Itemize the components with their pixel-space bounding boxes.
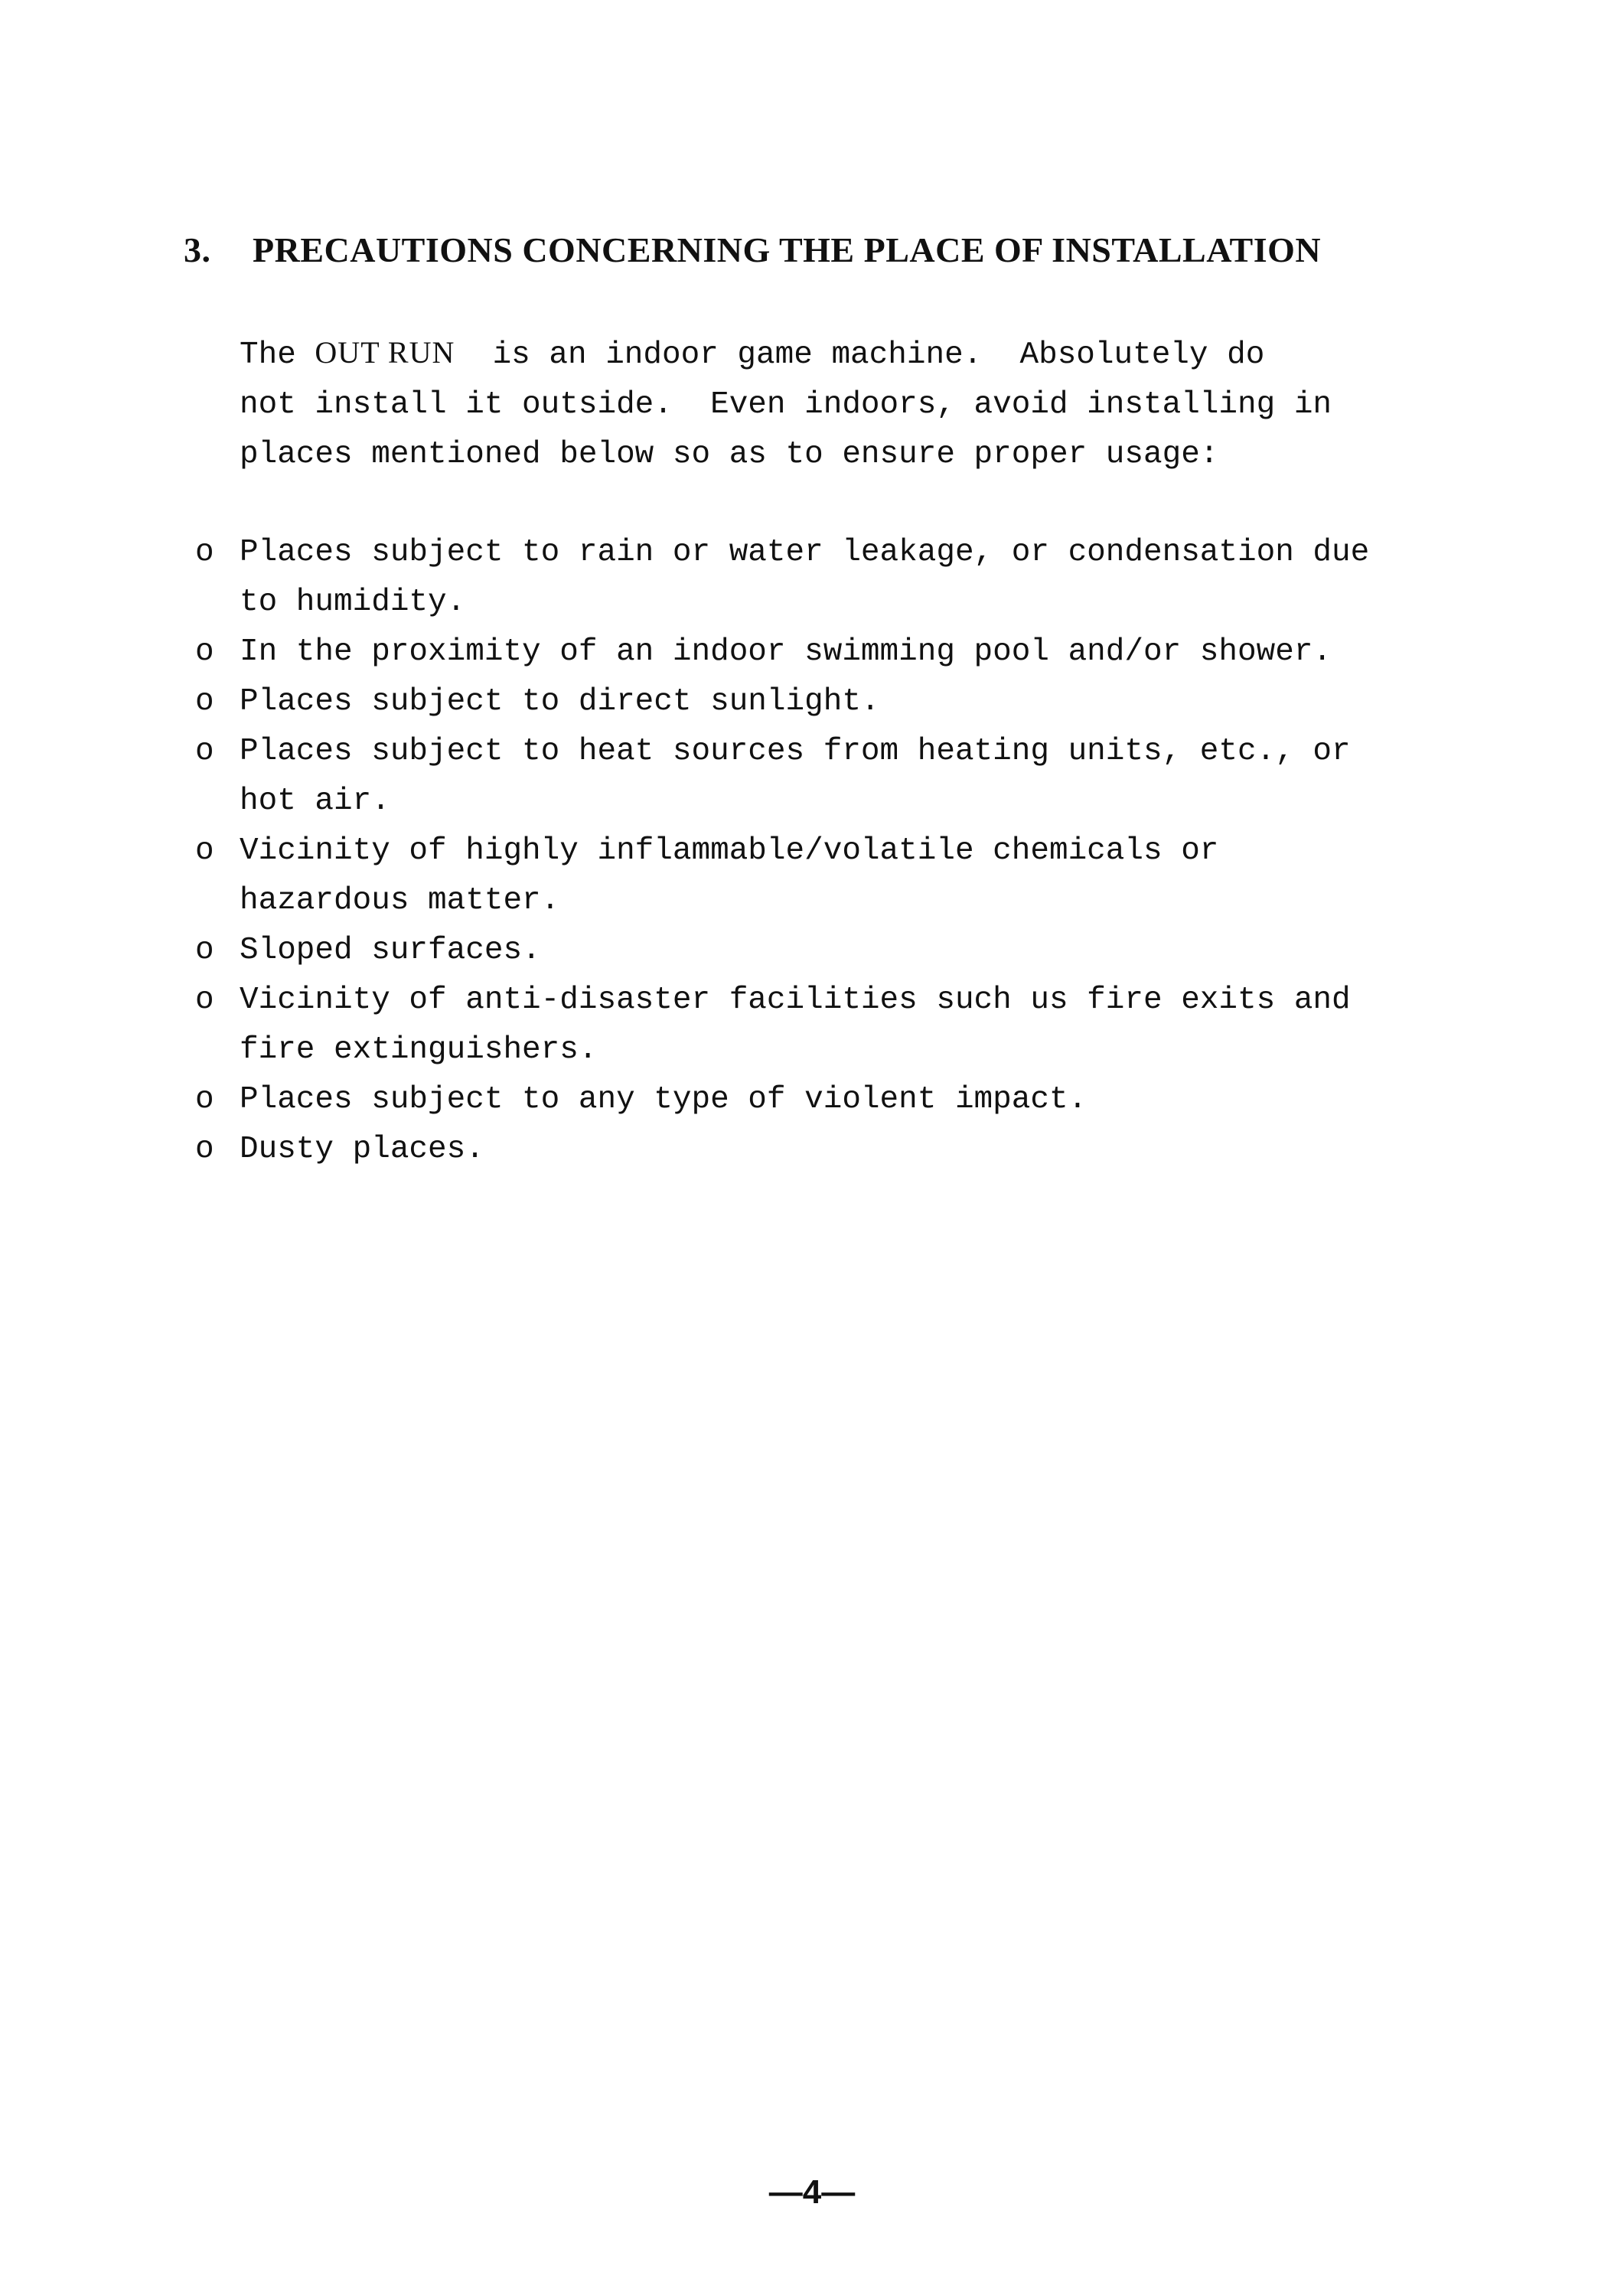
- page-number: —4—: [768, 2173, 856, 2211]
- list-item: [195, 528, 1496, 628]
- list-item-text: Places subject to any type of violent impact.: [240, 1082, 1088, 1117]
- bullet-marker: o: [195, 535, 214, 570]
- list-item: [195, 1075, 1496, 1125]
- list-item-text: fire extinguishers.: [240, 1032, 598, 1068]
- bullet-marker: o: [195, 734, 214, 769]
- intro-line-3: places mentioned below so as to ensure proper usage:: [240, 437, 1219, 472]
- bullet-marker: o: [195, 983, 214, 1018]
- bullet-marker: o: [195, 933, 214, 968]
- list-item: [195, 677, 1496, 727]
- bullet-marker: o: [195, 1132, 214, 1167]
- list-item: [195, 727, 1496, 826]
- bullet-marker: o: [195, 634, 214, 670]
- list-item-text: to humidity.: [240, 585, 466, 620]
- bullet-marker: o: [195, 684, 214, 719]
- intro-prefix: The: [240, 337, 315, 373]
- list-item: [195, 628, 1496, 677]
- list-item-text: Vicinity of highly inflammable/volatile chemicals or: [240, 833, 1219, 869]
- list-item-text: In the proximity of an indoor swimming pool and/or shower.: [240, 634, 1332, 670]
- list-item-text: Places subject to direct sunlight.: [240, 684, 880, 719]
- list-item-text: Places subject to rain or water leakage, or condensation due: [240, 535, 1370, 570]
- list-item-text: Sloped surfaces.: [240, 933, 541, 968]
- list-item: [195, 826, 1496, 926]
- list-item: [195, 926, 1496, 976]
- precaution-list: [195, 528, 1496, 1175]
- list-item: [195, 1125, 1496, 1175]
- section-number: 3.: [184, 230, 211, 269]
- intro-line-1: is an indoor game machine. Absolutely do: [455, 337, 1265, 373]
- list-item-text: Dusty places.: [240, 1132, 484, 1167]
- list-item-text: Places subject to heat sources from heating units, etc., or: [240, 734, 1351, 769]
- section-title: PRECAUTIONS CONCERNING THE PLACE OF INSTALLATION: [253, 230, 1322, 269]
- list-item-text: hot air.: [240, 784, 390, 819]
- list-item: [195, 976, 1496, 1075]
- intro-line-2: not install it outside. Even indoors, avoid installing in: [240, 387, 1332, 422]
- intro-paragraph: [240, 328, 1479, 480]
- list-item-text: Vicinity of anti-disaster facilities such us fire exits and: [240, 983, 1351, 1018]
- bullet-marker: o: [195, 833, 214, 869]
- bullet-marker: o: [195, 1082, 214, 1117]
- section-heading: [184, 230, 1321, 270]
- game-title: OUT RUN: [315, 335, 455, 370]
- list-item-text: hazardous matter.: [240, 883, 560, 918]
